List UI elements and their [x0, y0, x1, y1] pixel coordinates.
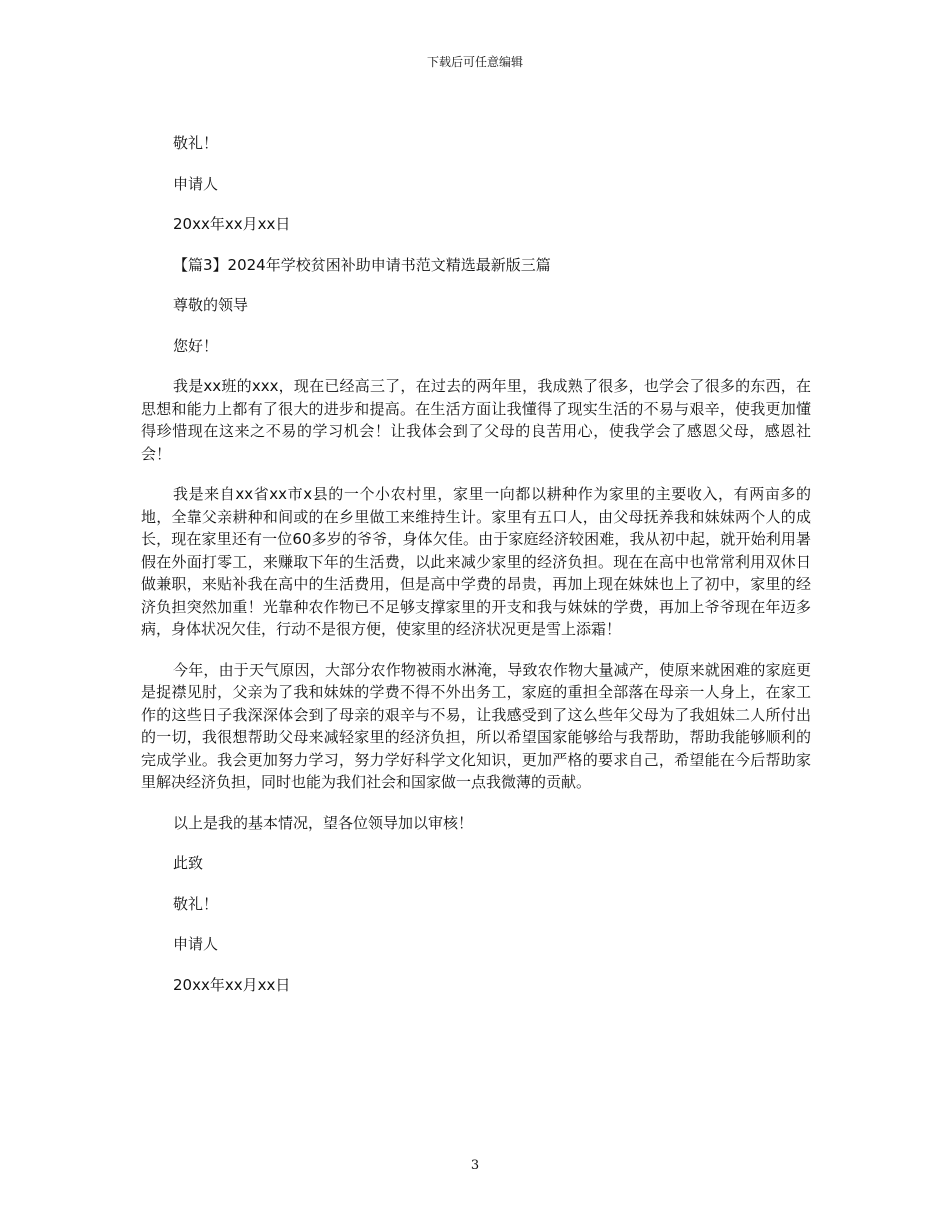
closing-salute: 敬礼！	[173, 134, 219, 152]
closing-salute-bottom: 敬礼！	[173, 894, 219, 913]
signer-label: 申请人	[173, 174, 219, 193]
section-title: 【篇3】2024年学校贫困补助申请书范文精选最新版三篇	[173, 255, 551, 274]
page-number: 3	[470, 1158, 480, 1173]
greeting-line: 您好！	[173, 336, 219, 355]
summary-line: 以上是我的基本情况，望各位领导加以审核！	[173, 813, 474, 832]
closing-to: 此致	[173, 854, 204, 872]
signer-label-bottom: 申请人	[173, 935, 219, 953]
body-paragraph-2: 我是来自xx省xx市x县的一个小农村里，家里一向都以耕种作为家里的主要收入，有两亩多的地，全靠父亲耕种和间或的在乡里做工来维持生计。家里有五口人，由父母抚养我和妹妹两个人的成长，现在家里还有一位60多岁的爷爷，身体欠佳。由于家庭经济较困难，我从初中起，就开始利用暑假在外面打零工，来赚取下年的生活费，以此来减少家里的经济负担。现在在高中也常常利用双休日做兼职，来贴补我在高中的生活费用，但是高中学费的昂贵，再加上现在妹妹也上了初中，家里的经济负担突然加重！光靠种农作物已不足够支撑家里的开支和我与妹妹的学费，再加上爷爷现在年迈多病，身体状况欠佳，行动不是很方便，使家里的经济状况更是雪上添霜！	[141, 485, 811, 638]
document-body	[141, 132, 811, 1014]
recipient-line: 尊敬的领导	[173, 296, 249, 314]
page-header: 下载后可任意编辑	[426, 55, 523, 69]
body-paragraph-1: 我是xx班的xxx，现在已经高三了，在过去的两年里，我成熟了很多，也学会了很多的东西，在思想和能力上都有了很大的进步和提高。在生活方面让我懂得了现实生活的不易与艰辛，使我更加懂得珍惜现在这来之不易的学习机会！让我体会到了父母的良苦用心，使我学会了感恩父母，感恩社会！	[141, 377, 811, 463]
body-paragraph-3: 今年，由于天气原因，大部分农作物被雨水淋淹，导致农作物大量减产，使原来就困难的家庭更是捉襟见肘，父亲为了我和妹妹的学费不得不外出务工，家庭的重担全部落在母亲一人身上，在家工作的这些日子我深深体会到了母亲的艰辛与不易，让我感受到了这么些年父母为了我姐妹二人所付出的一切，我很想帮助父母来减轻家里的经济负担，所以希望国家能够给与我帮助，帮助我能够顺利的完成学业。我会更加努力学习，努力学好科学文化知识，更加严格的要求自己，希望能在今后帮助家里解决经济负担，同时也能为我们社会和国家做一点我微薄的贡献。	[141, 660, 811, 791]
signature-date: 20xx年xx月xx日	[173, 215, 291, 233]
signature-date-bottom: 20xx年xx月xx日	[173, 975, 291, 994]
